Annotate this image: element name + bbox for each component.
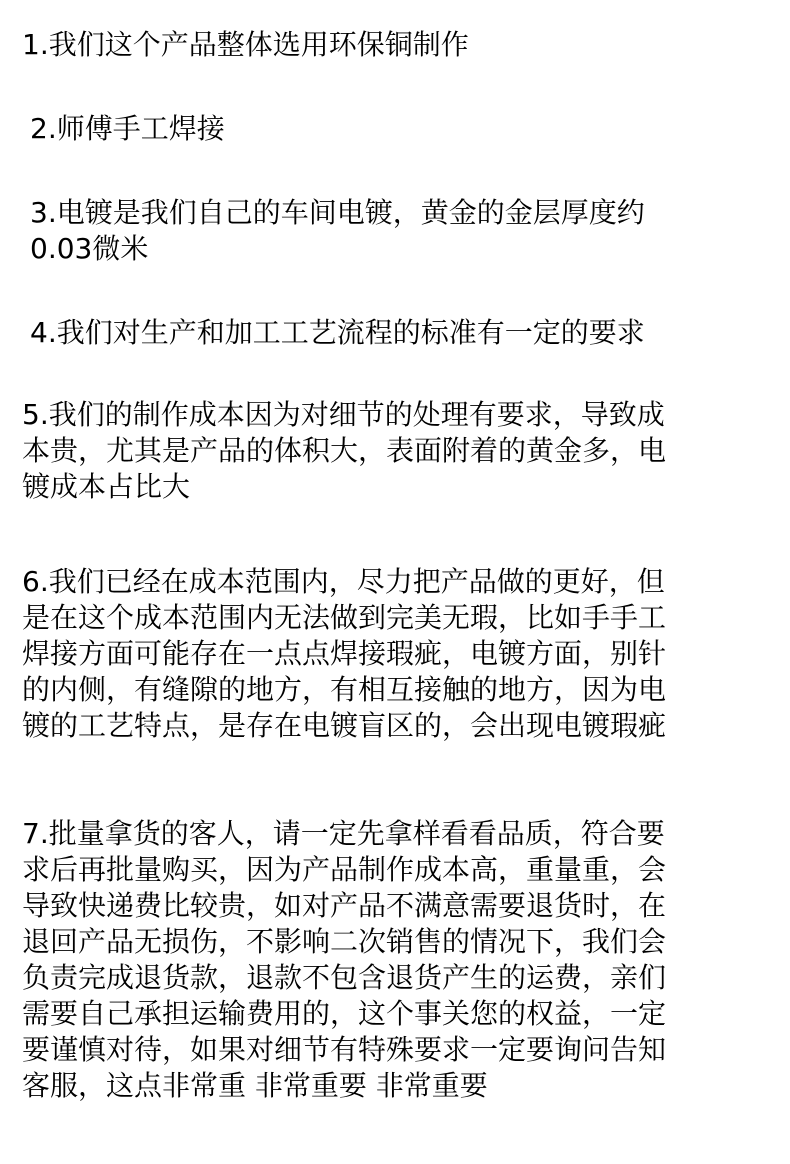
item-line: 4.我们对生产和加工工艺流程的标准有一定的要求 bbox=[30, 316, 645, 349]
item-line: 客服，这点非常重 非常重要 非常重要 bbox=[22, 1069, 488, 1102]
item-2 bbox=[22, 111, 225, 147]
item-1 bbox=[22, 27, 469, 63]
item-line: 焊接方面可能存在一点点焊接瑕疵，电镀方面，别针 bbox=[22, 637, 667, 670]
item-3 bbox=[22, 195, 645, 267]
item-line: 3.电镀是我们自己的车间电镀，黄金的金层厚度约 bbox=[30, 196, 645, 229]
item-line: 负责完成退货款，退款不包含退货产生的运费，亲们 bbox=[22, 961, 667, 994]
item-line: 求后再批量购买，因为产品制作成本高，重量重，会 bbox=[22, 853, 667, 886]
item-line: 6.我们已经在成本范围内，尽力把产品做的更好，但 bbox=[22, 565, 665, 598]
item-line: 镀成本占比大 bbox=[22, 470, 191, 503]
item-line: 是在这个成本范围内无法做到完美无瑕，比如手手工 bbox=[22, 601, 667, 634]
item-line: 0.03微米 bbox=[30, 232, 149, 265]
item-line: 本贵，尤其是产品的体积大，表面附着的黄金多，电 bbox=[22, 434, 667, 467]
item-line: 镀的工艺特点，是存在电镀盲区的，会出现电镀瑕疵 bbox=[22, 709, 667, 742]
item-line: 要谨慎对待，如果对细节有特殊要求一定要询问告知 bbox=[22, 1033, 667, 1066]
item-line: 1.我们这个产品整体选用环保铜制作 bbox=[22, 28, 469, 61]
item-line: 2.师傅手工焊接 bbox=[30, 112, 225, 145]
item-line: 退回产品无损伤，不影响二次销售的情况下，我们会 bbox=[22, 925, 667, 958]
item-7 bbox=[22, 816, 666, 1104]
item-5 bbox=[22, 397, 666, 505]
item-line: 的内侧，有缝隙的地方，有相互接触的地方，因为电 bbox=[22, 673, 667, 706]
item-4 bbox=[22, 315, 645, 351]
item-line: 导致快递费比较贵，如对产品不满意需要退货时，在 bbox=[22, 889, 667, 922]
item-line: 5.我们的制作成本因为对细节的处理有要求，导致成 bbox=[22, 398, 665, 431]
item-6 bbox=[22, 564, 666, 744]
item-line: 7.批量拿货的客人，请一定先拿样看看品质，符合要 bbox=[22, 817, 665, 850]
item-line: 需要自己承担运输费用的，这个事关您的权益，一定 bbox=[22, 997, 667, 1030]
